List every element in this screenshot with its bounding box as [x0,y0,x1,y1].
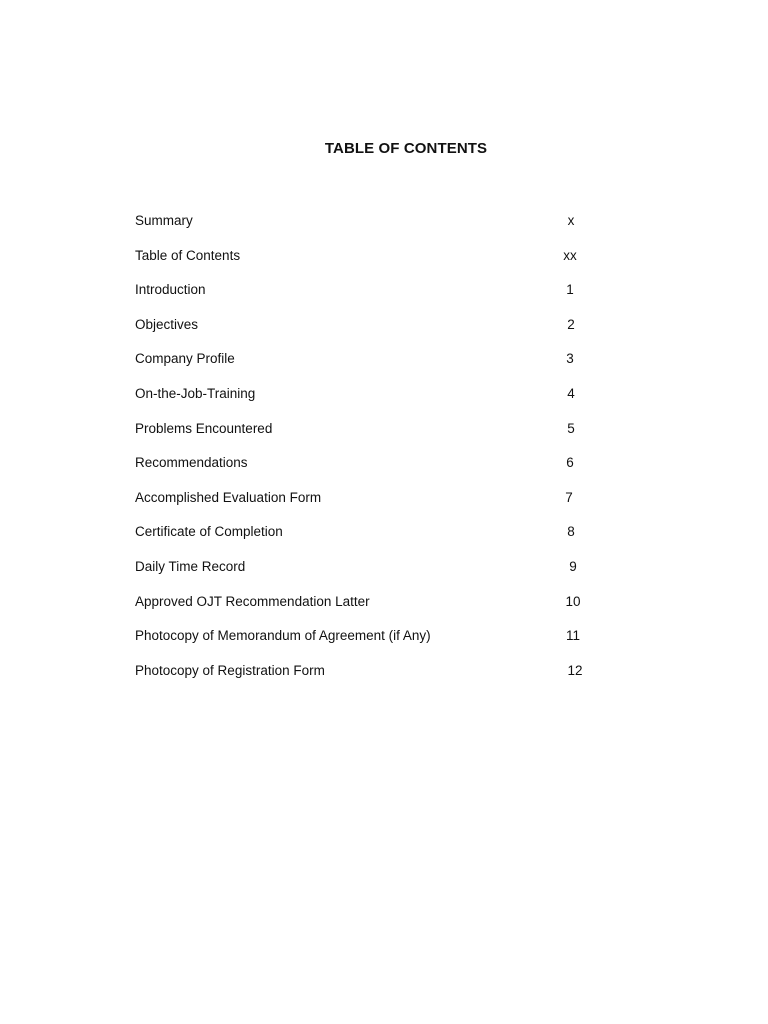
toc-entry-label: On-the-Job-Training [135,386,256,401]
page-title: TABLE OF CONTENTS [324,140,488,157]
toc-entry-page-number: 10 [565,593,581,609]
toc-entry-label: Company Profile [135,351,235,367]
toc-entry-label: Photocopy of Registration Form [135,662,325,678]
toc-entry-label: Certificate of Completion [135,524,283,540]
toc-entry-label: Table of Contents [135,247,241,263]
toc-entry-page-number: xx [563,247,577,263]
toc-entry [0,660,768,682]
toc-entry-label: Summary [135,213,193,228]
toc-entry-label: Recommendations [135,455,248,471]
toc-entry [0,383,768,405]
toc-entry [0,348,768,370]
toc-entry-label: Problems Encountered [135,420,273,436]
toc-entry-page-number: 4 [567,386,575,401]
toc-entry [0,279,768,301]
toc-entry-page-number: 9 [569,559,577,574]
toc-entry-page-number: 7 [565,489,573,505]
toc-entry-page-number: 12 [567,662,583,678]
toc-entry-label: Objectives [135,316,199,332]
toc-entry [0,556,768,578]
toc-entry [0,314,768,336]
toc-entry-label: Photocopy of Memorandum of Agreement (if Any) [135,628,431,644]
toc-entry-page-number: 5 [567,420,575,436]
toc-entry-page-number: 6 [566,455,574,471]
toc-entry [0,487,768,509]
toc-entry [0,521,768,543]
toc-entry [0,210,768,232]
toc-entry [0,625,768,647]
toc-entry-page-number: x [567,213,575,228]
toc-entry [0,452,768,474]
toc-entry-page-number: 8 [567,524,575,540]
toc-entry [0,591,768,613]
toc-entry-page-number: 2 [567,316,575,332]
toc-entry-page-number: 3 [566,351,574,367]
toc-entry-label: Approved OJT Recommendation Latter [135,593,370,609]
toc-entry [0,245,768,267]
toc-entry [0,418,768,440]
toc-entry-label: Daily Time Record [135,559,246,574]
toc-entry-page-number: 11 [565,628,580,644]
toc-entry-label: Introduction [135,282,206,298]
toc-entry-page-number: 1 [566,282,574,298]
toc-entry-label: Accomplished Evaluation Form [135,489,322,505]
